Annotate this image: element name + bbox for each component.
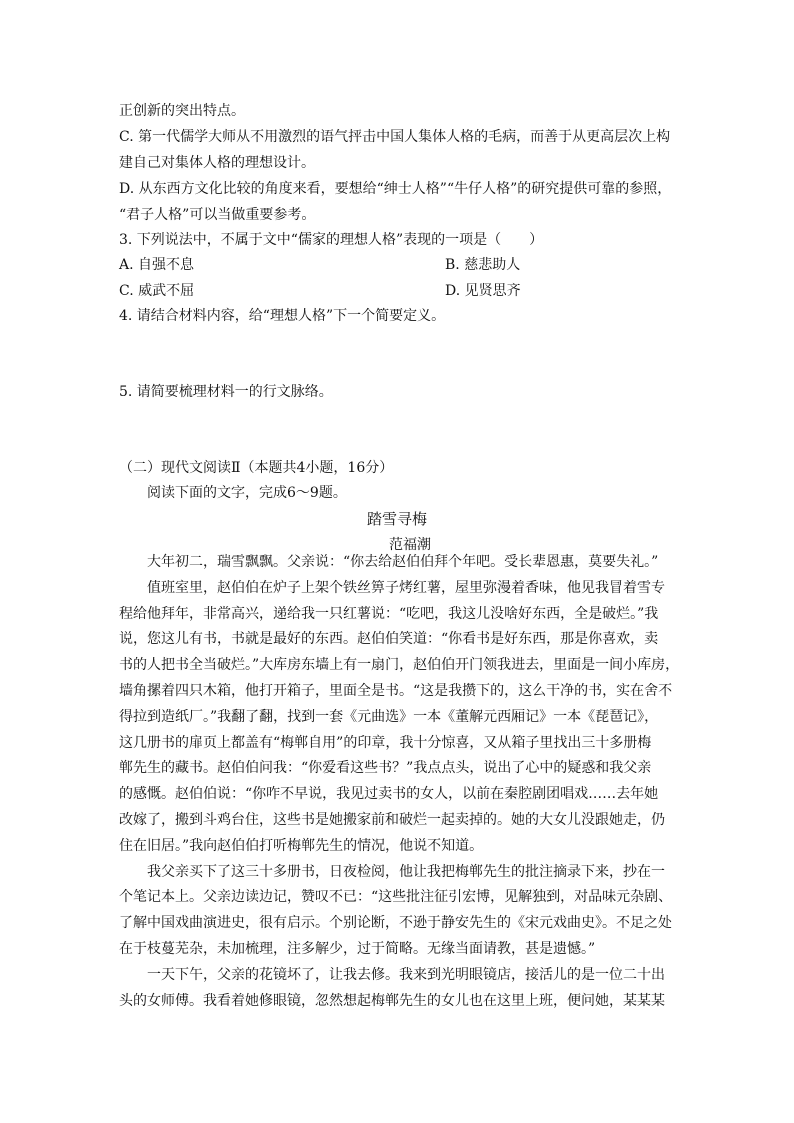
story-line: 我父亲买下了这三十多册书，日夜检阅，他让我把梅郸先生的批注摘录下来，抄在一: [147, 864, 665, 880]
q3-option-a: A. 自强不息: [119, 257, 195, 273]
story-line: 说，您这儿有书，书就是最好的东西。赵伯伯笑道：“你看书是好东西，那是你喜欢，卖: [119, 631, 659, 647]
story-line: 个笔记本上。父亲边读边记，赞叹不已：“这些批注征引宏博，见解独到，对品味元杂剧、: [119, 889, 673, 905]
option-d-line1: D. 从东西方文化比较的角度来看，要想给“绅士人格”“牛仔人格”的研究提供可靠的参照，: [119, 181, 672, 197]
question-5: 5. 请简要梳理材料一的行文脉络。: [119, 384, 333, 400]
section-heading: （二）现代文阅读Ⅱ（本题共4小题，16分）: [119, 460, 394, 476]
story-title: 踏雪寻梅: [366, 510, 427, 528]
instruction: 阅读下面的文字，完成6～9题。: [147, 485, 347, 501]
story-line: 头的女师傅。我看着她修眼镜，忽然想起梅郸先生的女儿也在这里上班，便问她，某某某: [119, 993, 665, 1009]
story-line: 值班室里，赵伯伯在炉子上架个铁丝箅子烤红薯，屋里弥漫着香味，他见我冒着雪专: [147, 580, 665, 596]
option-d-line2: “君子人格”可以当做重要参考。: [119, 207, 316, 223]
story-line: 住在旧居。”我向赵伯伯打听梅郸先生的情况，他说不知道。: [119, 838, 484, 854]
story-line: 一天下午，父亲的花镜坏了，让我去修。我来到光明眼镜店，接活儿的是一位二十出: [147, 967, 665, 983]
story-line: 书的人把书全当破烂。”大库房东墙上有一扇门，赵伯伯开门领我进去，里面是一间小库房，: [119, 657, 680, 673]
story-line: 得拉到造纸厂。”我翻了翻，找到一套《元曲选》一本《董解元西厢记》一本《琵琶记》，: [119, 709, 659, 725]
text-line: 正创新的突出特点。: [119, 103, 245, 119]
option-c-line1: C. 第一代儒学大师从不用激烈的语气抨击中国人集体人格的毛病，而善于从更高层次上构: [119, 129, 671, 145]
story-line: 程给他拜年，非常高兴，递给我一只红薯说：“吃吧，我这儿没啥好东西，全是破烂。”我: [119, 606, 659, 622]
q3-option-d: D. 见贤思齐: [445, 283, 521, 299]
story-line: 大年初二，瑞雪飘飘。父亲说：“你去给赵伯伯拜个年吧。受长辈恩惠，莫要失礼。”: [147, 554, 659, 570]
story-line: 了解中国戏曲演进史，很有启示。个别论断，不逊于静安先生的《宋元戏曲史》。不足之处: [119, 915, 672, 931]
story-line: 改嫁了，搬到斗鸡台住，这些书是她搬家前和破烂一起卖掉的。她的大女儿没跟她走，仍: [119, 812, 665, 828]
q3-option-b: B. 慈悲助人: [445, 257, 521, 273]
story-line: 在于枝蔓芜杂，未加梳理，注多解少，过于简略。无缘当面请教，甚是遗憾。”: [119, 941, 596, 957]
story-line: 墙角摞着四只木箱，他打开箱子，里面全是书。“这是我攒下的，这么干净的书，实在舍不: [119, 683, 673, 699]
option-c-line2: 建自己对集体人格的理想设计。: [119, 155, 315, 171]
question-3: 3. 下列说法中，不属于文中“儒家的理想人格”表现的一项是（ ）: [119, 232, 544, 248]
question-4: 4. 请结合材料内容，给“理想人格”下一个简要定义。: [119, 308, 446, 324]
q3-option-c: C. 威武不屈: [119, 283, 195, 299]
story-line: 这几册书的扉页上都盖有“梅郸自用”的印章，我十分惊喜，又从箱子里找出三十多册梅: [119, 735, 652, 751]
story-line: 的感慨。赵伯伯说：“你咋不早说，我见过卖书的女人，以前在秦腔剧团唱戏……去年她: [119, 786, 659, 802]
story-line: 郸先生的藏书。赵伯伯问我：“你爱看这些书？”我点点头，说出了心中的疑惑和我父亲: [119, 760, 652, 776]
story-author: 范福潮: [389, 537, 431, 553]
